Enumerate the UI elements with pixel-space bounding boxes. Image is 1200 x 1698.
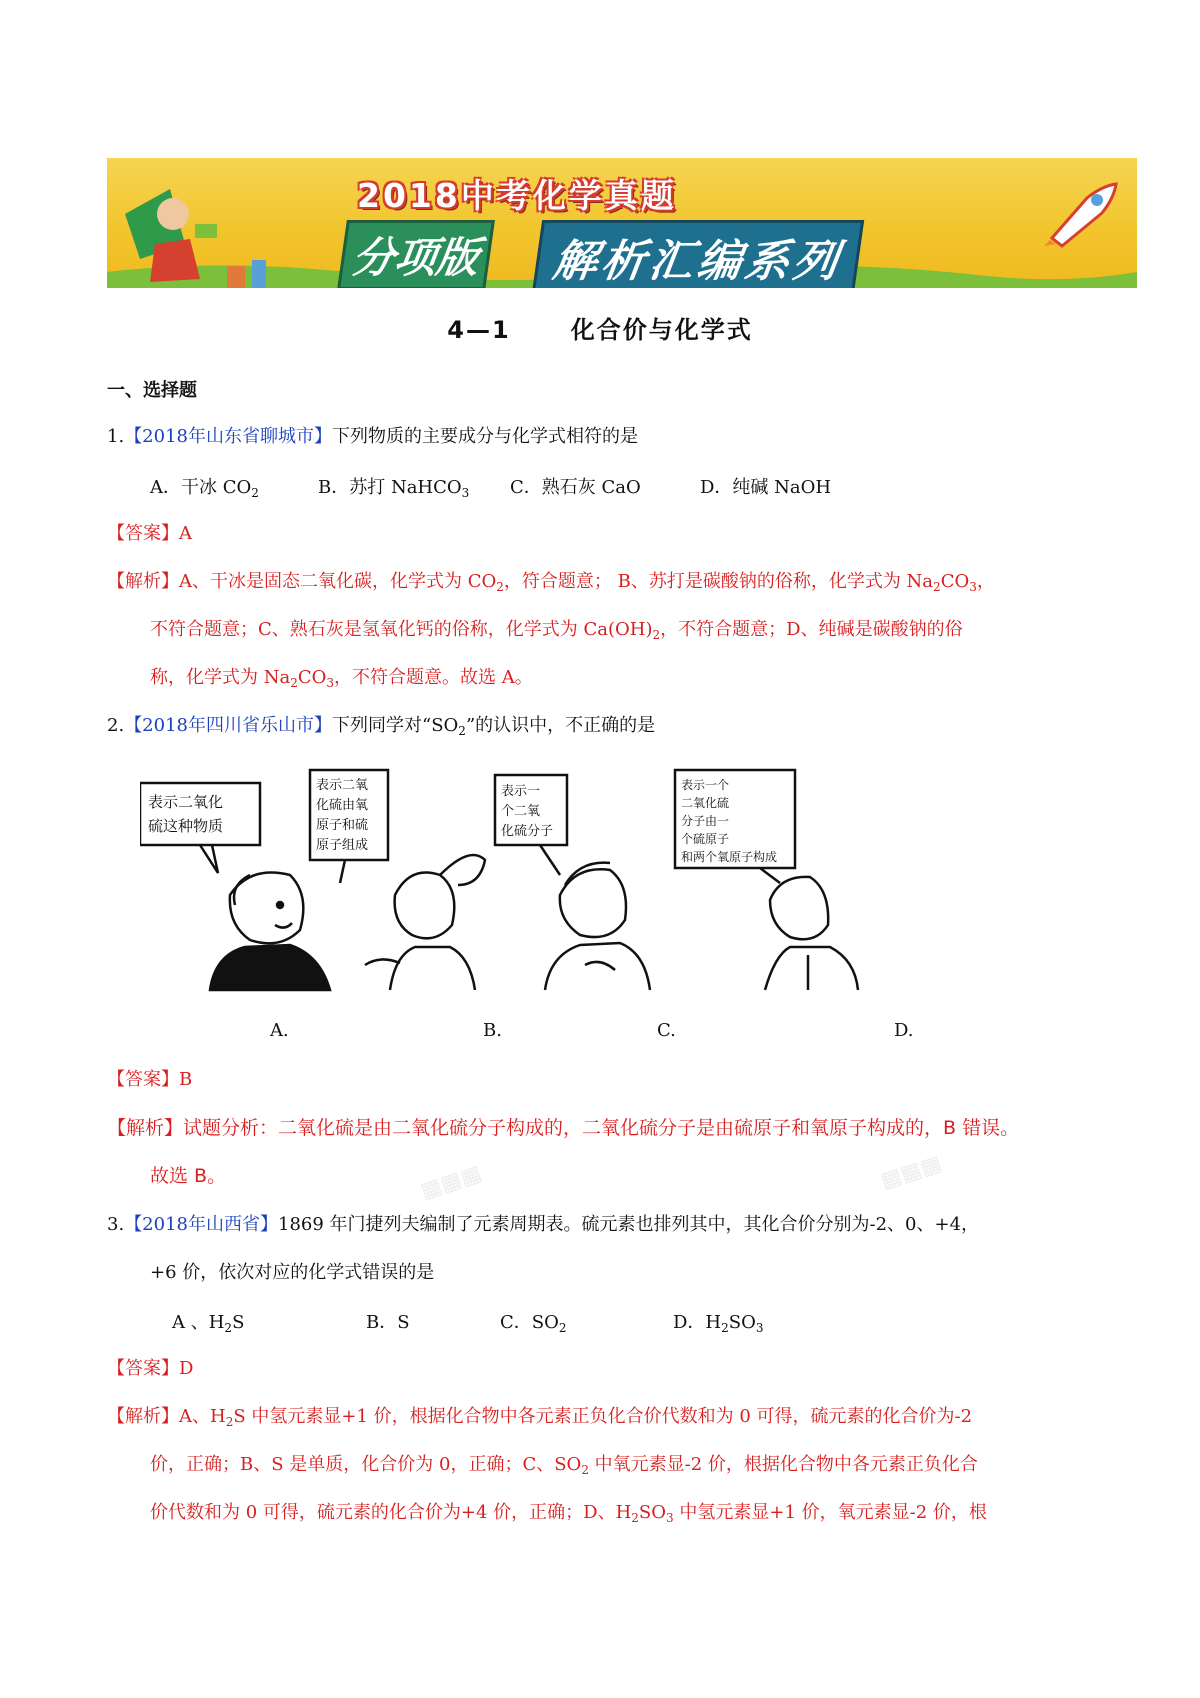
q1-analysis-line3: 称，化学式为 $Na_2CO_3$，不符合题意。故选 A。 <box>150 667 533 690</box>
q2-caption-c: C. <box>657 1020 676 1041</box>
q1-num: 1. <box>107 426 125 447</box>
q1-option-a: A．干冰 $CO_2$ <box>150 477 259 500</box>
q2-analysis-line1: 【解析】试题分析：二氧化硫是由二氧化硫分子构成的，二氧化硫分子是由硫原子和氧原子构成的，B 错误。 <box>107 1117 1020 1139</box>
q2-caption-b: B. <box>483 1020 502 1041</box>
bubble-d-line5: 和两个氧原子构成 <box>681 850 778 864</box>
bubble-b-line1: 表示二氧 <box>316 778 369 793</box>
bubble-b-line2: 化硫由氧 <box>316 798 369 813</box>
bubble-a-line1: 表示二氧化 <box>148 793 224 811</box>
q3-analysis-line1: 【解析】A、$H_2S$ 中氢元素显+1 价，根据化合物中各元素正负化合价代数和为 0 可得，硫元素的化合价为-2 <box>107 1406 973 1429</box>
bubble-b-line4: 原子组成 <box>316 838 369 853</box>
header-banner <box>107 158 1137 288</box>
q2-analysis-line2: 故选 B。 <box>150 1165 227 1187</box>
banner-line2-right: 解析汇编系列 <box>532 220 864 288</box>
bubble-d-line1: 表示一个 <box>681 778 730 792</box>
title-text: 化合价与化学式 <box>570 316 753 344</box>
q3-analysis-line3: 价代数和为 0 可得，硫元素的化合价为+4 价，正确；D、$H_2SO_3$ 中氢元素显+1 价，氧元素显-2 价，根 <box>150 1502 987 1525</box>
q1-option-d: D．纯碱 NaOH <box>700 477 832 498</box>
bubble-c-line2: 个二氧 <box>501 804 541 819</box>
q1-stem <box>107 424 638 450</box>
rocket-icon <box>1042 178 1122 248</box>
q2-caption-d: D. <box>894 1020 914 1041</box>
bubble-d-line2: 二氧化硫 <box>681 796 730 810</box>
q3-answer: 【答案】D <box>107 1358 194 1379</box>
bubble-d-line4: 个硫原子 <box>681 832 730 846</box>
kid-illustration-icon <box>115 184 225 284</box>
watermark: ▦▦▦ <box>877 1150 945 1195</box>
q3-analysis-line2: 价，正确；B、S 是单质，化合价为 0，正确；C、$SO_2$ 中氧元素显-2 价，根据化合物中各元素正负化合 <box>150 1454 978 1477</box>
q2-caption-a: A. <box>270 1020 289 1041</box>
watermark: ▦▦▦ <box>417 1160 485 1205</box>
q3-stem-line1: 3.【2018年山西省】1869 年门捷列夫编制了元素周期表。硫元素也排列其中，其化合价分别为-2、0、+4， <box>107 1214 980 1235</box>
q3-stem-line2: +6 价，依次对应的化学式错误的是 <box>150 1262 435 1283</box>
q2-stem: 2.【2018年四川省乐山市】下列同学对“$SO_2$”的认识中，不正确的是 <box>107 715 656 738</box>
q1-analysis-line2: 不符合题意；C、熟石灰是氢氧化钙的俗称，化学式为 $Ca(OH)_2$，不符合题意；D、纯碱是碳酸钠的俗 <box>150 619 963 642</box>
q1-answer: 【答案】A <box>107 523 192 544</box>
page-title <box>0 310 1200 345</box>
q3-option-d: D．$H_2SO_3$ <box>673 1312 764 1335</box>
q2-answer: 【答案】B <box>107 1069 193 1090</box>
q1-option-b: B．苏打 NaHCO$_3$ <box>318 477 470 500</box>
bubble-c-line1: 表示一 <box>501 784 541 799</box>
section-heading: 一、选择题 <box>107 380 197 401</box>
banner-line2-left: 分项版 <box>337 220 495 288</box>
q3-option-b: B．S <box>366 1312 410 1333</box>
title-number: 4—1 <box>447 316 511 344</box>
bubble-c-line3: 化硫分子 <box>501 824 554 839</box>
q1-text: 下列物质的主要成分与化学式相符的是 <box>332 426 638 447</box>
q1-source: 【2018年山东省聊城市】 <box>124 426 332 447</box>
q3-option-c: C．$SO_2$ <box>500 1312 567 1335</box>
bubble-b-line3: 原子和硫 <box>316 818 369 833</box>
q2-cartoon-image <box>140 765 940 1005</box>
q3-option-a: A 、$H_2S$ <box>172 1312 245 1335</box>
bubble-a-line2: 硫这种物质 <box>148 817 224 835</box>
q1-option-c: C．熟石灰 CaO <box>510 477 641 498</box>
bubble-d-line3: 分子由一 <box>681 814 730 828</box>
q1-analysis-line1: 【解析】A、干冰是固态二氧化碳，化学式为 $CO_2$，符合题意； B、苏打是碳酸钠的俗称，化学式为 $Na_2CO_3$， <box>107 571 995 594</box>
banner-line1: 2018中考化学真题 <box>357 176 677 215</box>
